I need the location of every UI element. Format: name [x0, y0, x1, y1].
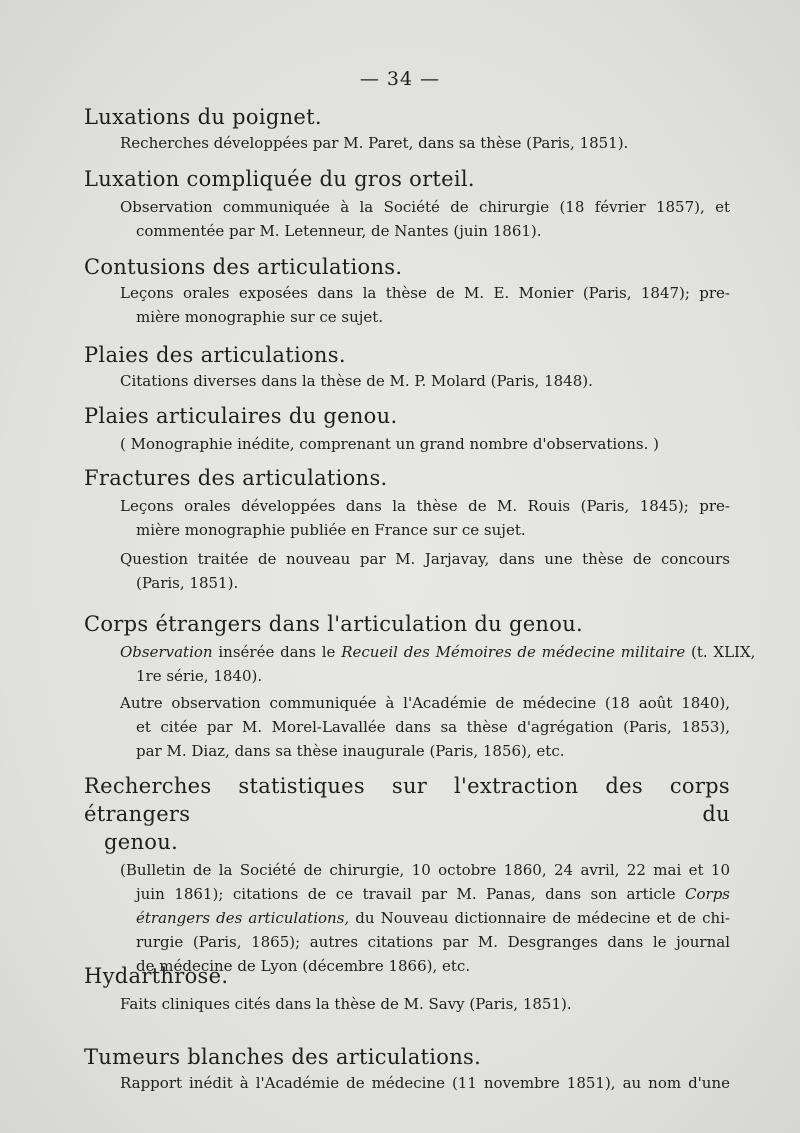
section-text: de médecine de Lyon (décembre 1866), etc. — [136, 957, 471, 975]
section-plaies-genou — [84, 402, 659, 456]
section-title: Recherches statistiques sur l'extraction des corps étrangers du — [84, 774, 730, 826]
italic-text: Observation — [120, 643, 213, 661]
section-text: Leçons orales développées dans la thèse de M. Rouis (Paris, 1845); pre- — [120, 497, 730, 515]
section-plaies-articulations — [84, 341, 593, 393]
section-text: rurgie (Paris, 1865); autres citations par M. Desgranges dans le journal — [136, 933, 730, 951]
section-fractures — [84, 464, 730, 595]
section-text: Recherches développées par M. Paret, dans sa thèse (Paris, 1851). — [120, 134, 629, 152]
section-text: et citée par M. Morel-Lavallée dans sa thèse d'agrégation (Paris, 1853), — [136, 718, 730, 736]
section-title: Luxations du poignet. — [84, 105, 322, 129]
section-text: Leçons orales exposées dans la thèse de M. E. Monier (Paris, 1847); pre- — [120, 284, 730, 302]
section-text — [84, 906, 730, 930]
italic-text: Corps — [685, 885, 730, 903]
section-title: Hydarthrose. — [84, 964, 229, 988]
italic-text: Recueil des Mémoires de médecine militaire — [341, 643, 686, 661]
section-luxation-orteil — [84, 165, 730, 243]
section-text: (Bulletin de la Société de chirurgie, 10 octobre 1860, 24 avril, 22 mai et 10 — [120, 861, 730, 879]
section-title-continued: genou. — [104, 830, 179, 854]
section-text — [84, 882, 730, 906]
section-text: Autre observation communiquée à l'Académie de médecine (18 août 1840), — [120, 694, 730, 712]
page-number: — 34 — — [359, 68, 441, 90]
section-text: Faits cliniques cités dans la thèse de M. Savy (Paris, 1851). — [120, 995, 572, 1013]
section-text — [84, 640, 756, 664]
section-recherches-statistiques — [84, 772, 730, 978]
section-text: (Paris, 1851). — [136, 574, 239, 592]
section-corps-etrangers — [84, 610, 756, 763]
section-text: par M. Diaz, dans sa thèse inaugurale (Paris, 1856), etc. — [136, 742, 565, 760]
section-text: ( Monographie inédite, comprenant un grand nombre d'observations. ) — [120, 435, 659, 453]
text-run: juin 1861); citations de ce travail par M. Panas, dans son article — [136, 885, 676, 903]
section-text: 1re série, 1840). — [136, 667, 263, 685]
section-title: Contusions des articulations. — [84, 255, 403, 279]
italic-text: étrangers des articulations, — [136, 909, 350, 927]
section-text: mière monographie publiée en France sur ce sujet. — [136, 521, 526, 539]
section-tumeurs-blanches — [84, 1043, 730, 1095]
section-title: Corps étrangers dans l'articulation du genou. — [84, 612, 584, 636]
section-title: Plaies articulaires du genou. — [84, 404, 398, 428]
section-text: Citations diverses dans la thèse de M. P. Molard (Paris, 1848). — [120, 372, 593, 390]
text-run: insérée dans le — [218, 643, 336, 661]
section-text: Observation communiquée à la Société de chirurgie (18 février 1857), et — [120, 198, 730, 216]
section-contusions — [84, 253, 730, 329]
section-text: commentée par M. Letenneur, de Nantes (juin 1861). — [136, 222, 542, 240]
section-title: Fractures des articulations. — [84, 466, 388, 490]
text-run: (t. XLIX, — [690, 643, 756, 661]
text-run: du Nouveau dictionnaire de médecine et de chi- — [355, 909, 730, 927]
section-text: Rapport inédit à l'Académie de médecine (11 novembre 1851), au nom d'une — [120, 1074, 730, 1092]
section-hydarthrose — [84, 962, 572, 1016]
section-luxations-poignet — [84, 103, 628, 155]
section-title: Plaies des articulations. — [84, 343, 346, 367]
section-text: Question traitée de nouveau par M. Jarjavay, dans une thèse de concours — [120, 550, 730, 568]
section-text: mière monographie sur ce sujet. — [136, 308, 384, 326]
section-title: Tumeurs blanches des articulations. — [84, 1045, 482, 1069]
section-title: Luxation compliquée du gros orteil. — [84, 167, 475, 191]
